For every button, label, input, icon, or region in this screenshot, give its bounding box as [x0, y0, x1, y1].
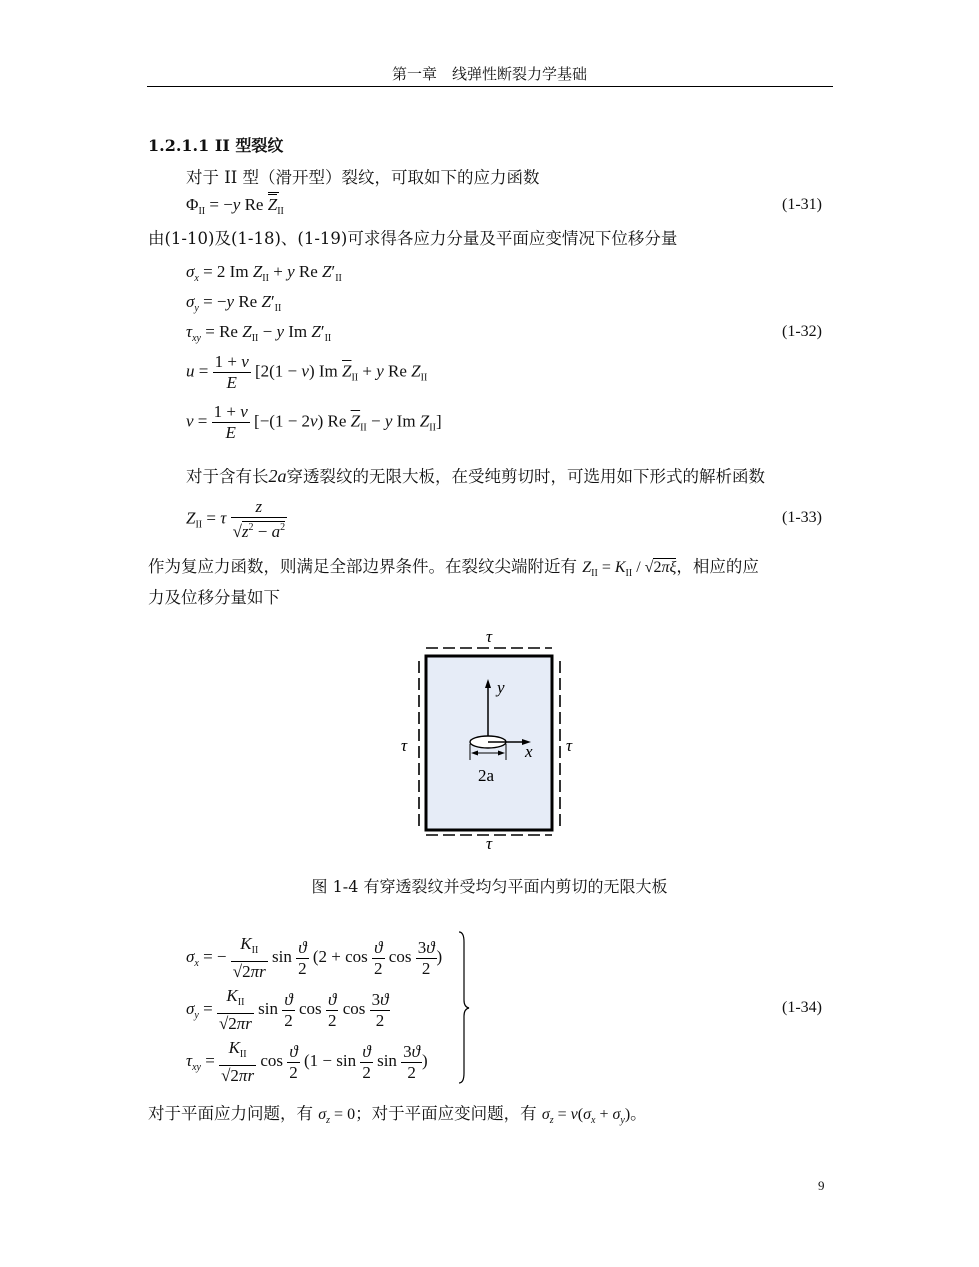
- crack-length-label: 2a: [478, 766, 495, 785]
- equation-1-32-v: v = $\frac{1 + \nu}{E}$ [−(1 − 2ν) Re $\overline{Z}_{II} - y$ Im $Z_{II}$]: [186, 402, 442, 442]
- x-axis-label: x: [525, 742, 533, 761]
- paragraph-2: 由(1-10)及(1-18)、(1-19)可求得各应力分量及平面应变情况下位移分量: [148, 229, 678, 248]
- paragraph-6-part-a: 对于平面应力问题，有: [148, 1104, 313, 1123]
- paragraph-3-crack-length: 2a: [268, 466, 287, 486]
- right-brace: [457, 930, 471, 1085]
- tau-label-bottom: τ: [485, 834, 493, 850]
- paragraph-3-part-c: 穿透裂纹的无限大板，在受纯剪切时，可选用如下形式的解析函数: [286, 467, 765, 486]
- tau-label-left: τ: [401, 736, 408, 755]
- section-title: II 型裂纹: [214, 136, 284, 155]
- paragraph-1: 对于 II 型（滑开型）裂纹，可取如下的应力函数: [186, 168, 540, 187]
- equation-1-33: $Z_{II} = \tau$ $\frac{z}{√z^2 - a^2}$: [186, 497, 286, 541]
- equation-number-1-31: (1-31): [782, 196, 822, 213]
- equation-number-1-34: (1-34): [782, 999, 822, 1016]
- inline-formula-plane-stress: $\sigma_z = 0$: [318, 1106, 356, 1126]
- paragraph-4: [148, 553, 759, 579]
- figure-caption: 图 1-4 有穿透裂纹并受均匀平面内剪切的无限大板: [311, 877, 668, 896]
- paragraph-6-part-c: 。: [630, 1104, 647, 1123]
- equation-1-31: $\Phi_{II} = -y$ Re Z $_{II}$: [186, 195, 284, 217]
- paragraph-3-part-a: 对于含有长: [186, 467, 269, 486]
- paragraph-4-part-b: ，相应的应: [676, 557, 759, 576]
- page-number: 9: [818, 1178, 825, 1193]
- paragraph-6: [148, 1100, 647, 1126]
- paragraph-3: [186, 463, 765, 487]
- running-header: 第一章 线弹性断裂力学基础: [391, 65, 587, 83]
- inline-formula-plane-strain: $\sigma_z = \nu(\sigma_x + \sigma_y)$: [541, 1106, 631, 1126]
- equation-1-32-u: u = $\frac{1 + \nu}{E}$ [2(1 − ν) Im $\overline{Z}_{II} + y$ Re $Z_{II}$: [186, 352, 428, 392]
- header-rule: [147, 86, 833, 87]
- section-heading: [148, 133, 283, 156]
- equation-number-1-32: (1-32): [782, 323, 822, 340]
- figure-cracked-plate: [395, 625, 595, 850]
- tau-label-top: τ: [485, 627, 493, 646]
- equation-1-32-sigma-x: $\sigma_x = 2$ Im $Z_{II} + y$ Re $Z'_{II}$: [186, 262, 342, 284]
- paragraph-5: 力及位移分量如下: [148, 588, 280, 607]
- paragraph-4-part-a: 作为复应力函数，则满足全部边界条件。在裂纹尖端附近有: [148, 557, 577, 576]
- tau-label-right: τ: [566, 736, 573, 755]
- paragraph-6-part-b: ；对于平面应变问题，有: [355, 1104, 537, 1123]
- equation-1-34-tau-xy: $\tau_{xy}$ = $\frac{K_{II}}{√2\pi r}$ cos $\frac{ϑ}{2}$ (1 − sin $\frac{ϑ}{2}$ sin $\frac{3ϑ}{2}$ ): [186, 1038, 428, 1085]
- equation-1-32-sigma-y: $\sigma_y = -y$ Re $Z'_{II}$: [186, 292, 282, 314]
- inline-formula-z-ii: $Z_{II} = K_{II} / √2\pi\xi$: [582, 559, 677, 579]
- equation-1-34-sigma-y: $\sigma_y$ = $\frac{K_{II}}{√2\pi r}$ sin $\frac{ϑ}{2}$ cos $\frac{ϑ}{2}$ cos $\frac{3ϑ}{2}$: [186, 986, 389, 1033]
- section-number: 1.2.1.1: [148, 136, 210, 155]
- y-axis-label: y: [497, 678, 505, 697]
- equation-number-1-33: (1-33): [782, 509, 822, 526]
- equation-1-34-sigma-x: $\sigma_x$ = − $\frac{K_{II}}{√2\pi r}$ sin $\frac{ϑ}{2}$ (2 + cos $\frac{ϑ}{2}$ cos $\frac{3ϑ}{2}$ ): [186, 934, 443, 981]
- equation-1-32-tau-xy: $\tau_{xy} = Re$ $Z_{II} - y$ Im $Z'_{II}$: [186, 322, 332, 344]
